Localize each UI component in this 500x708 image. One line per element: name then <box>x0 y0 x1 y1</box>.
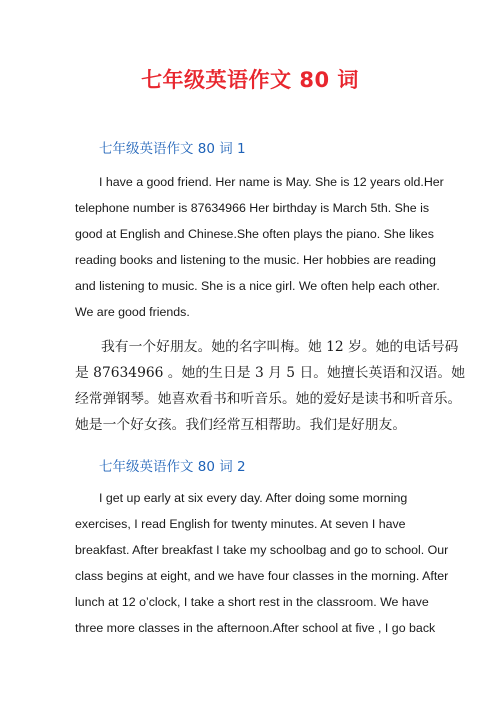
paragraph-line: lunch at 12 o’clock, I take a short rest in the classroom. We have <box>75 595 429 609</box>
paragraph-line: class begins at eight, and we have four classes in the morning. After <box>75 569 449 583</box>
english-paragraph-2 <box>75 485 449 641</box>
paragraph-line: and listening to music. She is a nice girl. We often help each other. <box>75 279 440 293</box>
chinese-paragraph-1 <box>75 334 466 438</box>
paragraph-line: I get up early at six every day. After doing some morning <box>99 491 408 505</box>
paragraph-line: good at English and Chinese.She often plays the piano. She likes <box>75 227 434 241</box>
paragraph-line: 我有一个好朋友。她的名字叫梅。她 12 岁。她的电话号码 <box>101 339 459 355</box>
section-heading-1: 七年级英语作文 80 词 1 <box>99 141 246 157</box>
paragraph-line: 她是一个好女孩。我们经常互相帮助。我们是好朋友。 <box>75 417 407 433</box>
paragraph-line: telephone number is 87634966 Her birthday is March 5th. She is <box>75 201 430 215</box>
paragraph-line: We are good friends. <box>75 305 190 319</box>
section-heading-2: 七年级英语作文 80 词 2 <box>99 459 246 475</box>
english-paragraph-1 <box>75 169 444 325</box>
paragraph-line: breakfast. After breakfast I take my schoolbag and go to school. Our <box>75 543 449 557</box>
paragraph-line: reading books and listening to the music. Her hobbies are reading <box>75 253 436 267</box>
paragraph-line: I have a good friend. Her name is May. She is 12 years old.Her <box>99 175 444 189</box>
paragraph-line: exercises, I read English for twenty minutes. At seven I have <box>75 517 406 531</box>
document-title: 七年级英语作文 80 词 <box>141 68 359 92</box>
paragraph-line: 是 87634966 。她的生日是 3 月 5 日。她擅长英语和汉语。她 <box>75 365 466 381</box>
paragraph-line: three more classes in the afternoon.After school at five , I go back <box>75 621 436 635</box>
paragraph-line: 经常弹钢琴。她喜欢看书和听音乐。她的爱好是读书和听音乐。 <box>75 391 462 407</box>
